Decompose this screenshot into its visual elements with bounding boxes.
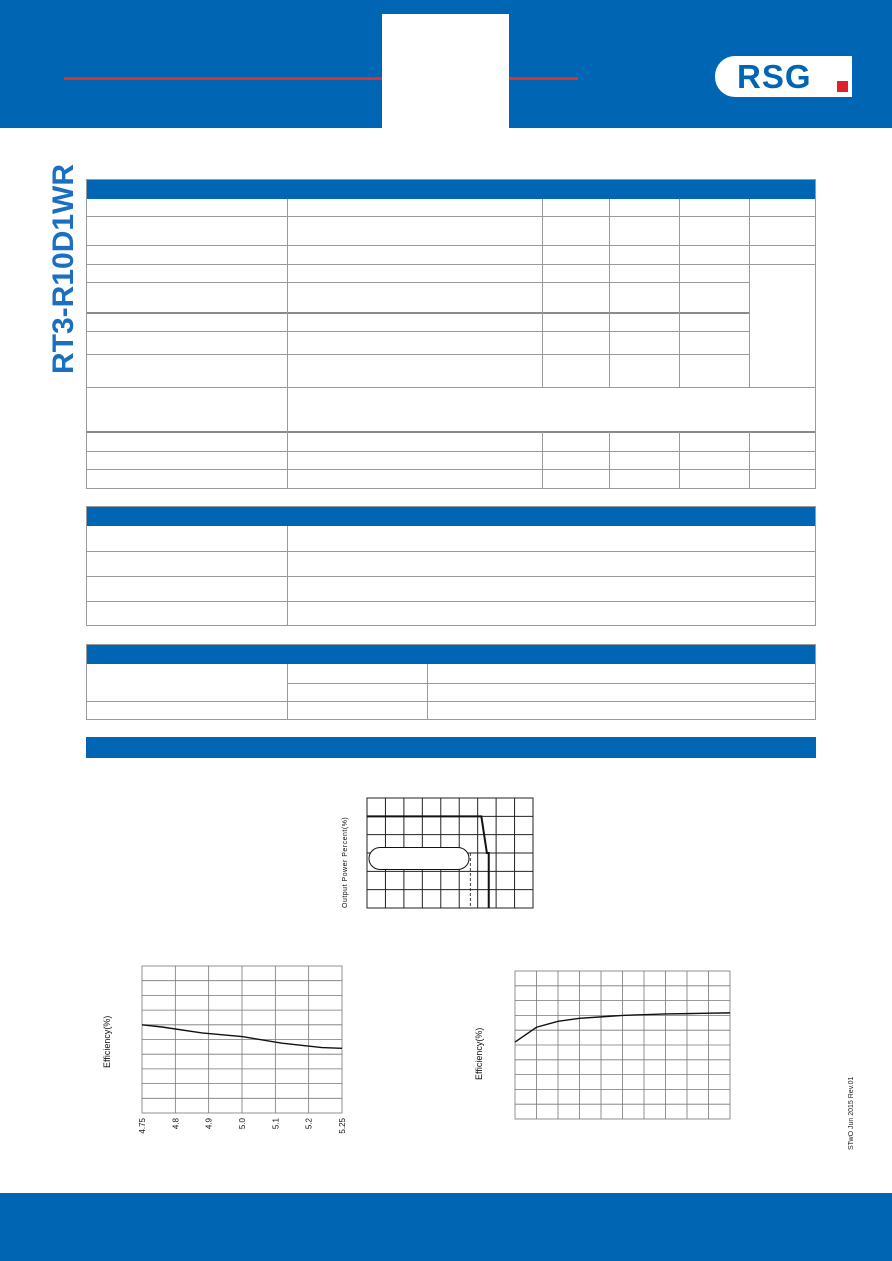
derating-chart-svg (335, 790, 540, 915)
derating-chart (335, 790, 540, 915)
spec-table-4-header (86, 737, 816, 758)
spec-table-3 (86, 644, 816, 720)
efficiency-input-x-tick: 4.75 (138, 1118, 147, 1134)
spec-table-3-header (87, 645, 815, 664)
spec-table-1-header (87, 180, 815, 199)
part-number-title: RT3-R10D1WR (47, 163, 80, 374)
spec-table-1 (86, 179, 816, 489)
efficiency-input-x-tick: 5.1 (271, 1118, 281, 1130)
efficiency-input-x-tick: 4.8 (171, 1118, 181, 1130)
efficiency-input-x-tick: 4.9 (204, 1118, 214, 1130)
rsg-logo (715, 56, 852, 97)
derating-area-label (369, 848, 469, 870)
derating-ylabel: Output Power Percent(%) (342, 816, 349, 908)
revision-note: STwO Jun 2015 Rev.01 (848, 1076, 855, 1150)
efficiency-vs-load-chart (465, 965, 740, 1130)
spec-table-2 (86, 506, 816, 626)
efficiency-vs-load-svg (465, 965, 740, 1130)
efficiency-load-ylabel: Efficiency(%) (474, 1027, 484, 1080)
logo-text: RSG (737, 58, 812, 95)
logo-dot (837, 81, 848, 92)
efficiency-input-ylabel: Efficiency(%) (102, 1015, 112, 1068)
efficiency-vs-input-chart (100, 960, 360, 1140)
efficiency-vs-input-svg (100, 960, 360, 1140)
efficiency-input-x-tick: 5.0 (238, 1118, 247, 1130)
header-center-panel (382, 14, 509, 128)
spec-table-2-header (87, 507, 815, 526)
efficiency-input-x-tick: 5.25 (338, 1118, 347, 1134)
efficiency-input-x-tick: 5.2 (304, 1118, 314, 1130)
footer-band (0, 1193, 892, 1261)
